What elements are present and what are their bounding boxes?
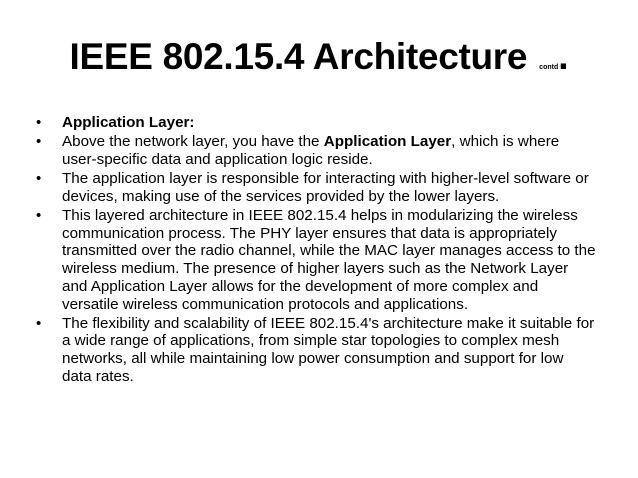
bullet-emphasis: Application Layer bbox=[323, 133, 452, 151]
title-suffix: contd bbox=[539, 64, 559, 71]
bullet-heading: Application Layer: bbox=[62, 114, 195, 131]
slide-title bbox=[0, 36, 638, 78]
bullet-item bbox=[36, 170, 596, 205]
bullet-item bbox=[36, 315, 596, 386]
bullet-list bbox=[36, 114, 596, 387]
bullet-item bbox=[36, 207, 596, 313]
title-dot: . bbox=[558, 36, 569, 77]
bullet-icon: • bbox=[36, 314, 42, 332]
bullet-text: Above the network layer, you have the bbox=[62, 133, 324, 151]
bullet-text: This layered architecture in IEEE 802.15.4 helps in modularizing the wireless communication process. The PHY layer ensures that data is appropriately transmitted over the radio channel, while the MAC layer manages access to the wireless medium. The presence of higher layers such as the Network Layer and Application Layer allows for the development of more complex and versatile wireless communication protocols and applications. bbox=[62, 207, 596, 313]
bullet-text: The application layer is responsible for interacting with higher-level software or devices, making use of the services provided by the lower layers. bbox=[62, 170, 589, 205]
bullet-text: The flexibility and scalability of IEEE 802.15.4's architecture make it suitable for a wide range of applications, from simple star topologies to complex mesh networks, all while maintaining low power consumption and support for low data rates. bbox=[62, 314, 595, 385]
bullet-icon: • bbox=[36, 133, 42, 151]
title-text: IEEE 802.15.4 Architecture bbox=[69, 36, 528, 77]
bullet-text: , which is where user-specific data and application logic reside. bbox=[62, 133, 560, 168]
bullet-icon: • bbox=[36, 207, 42, 225]
bullet-item bbox=[36, 133, 596, 168]
bullet-icon: • bbox=[36, 170, 42, 188]
bullet-icon: • bbox=[36, 114, 42, 131]
bullet-item bbox=[36, 114, 596, 132]
